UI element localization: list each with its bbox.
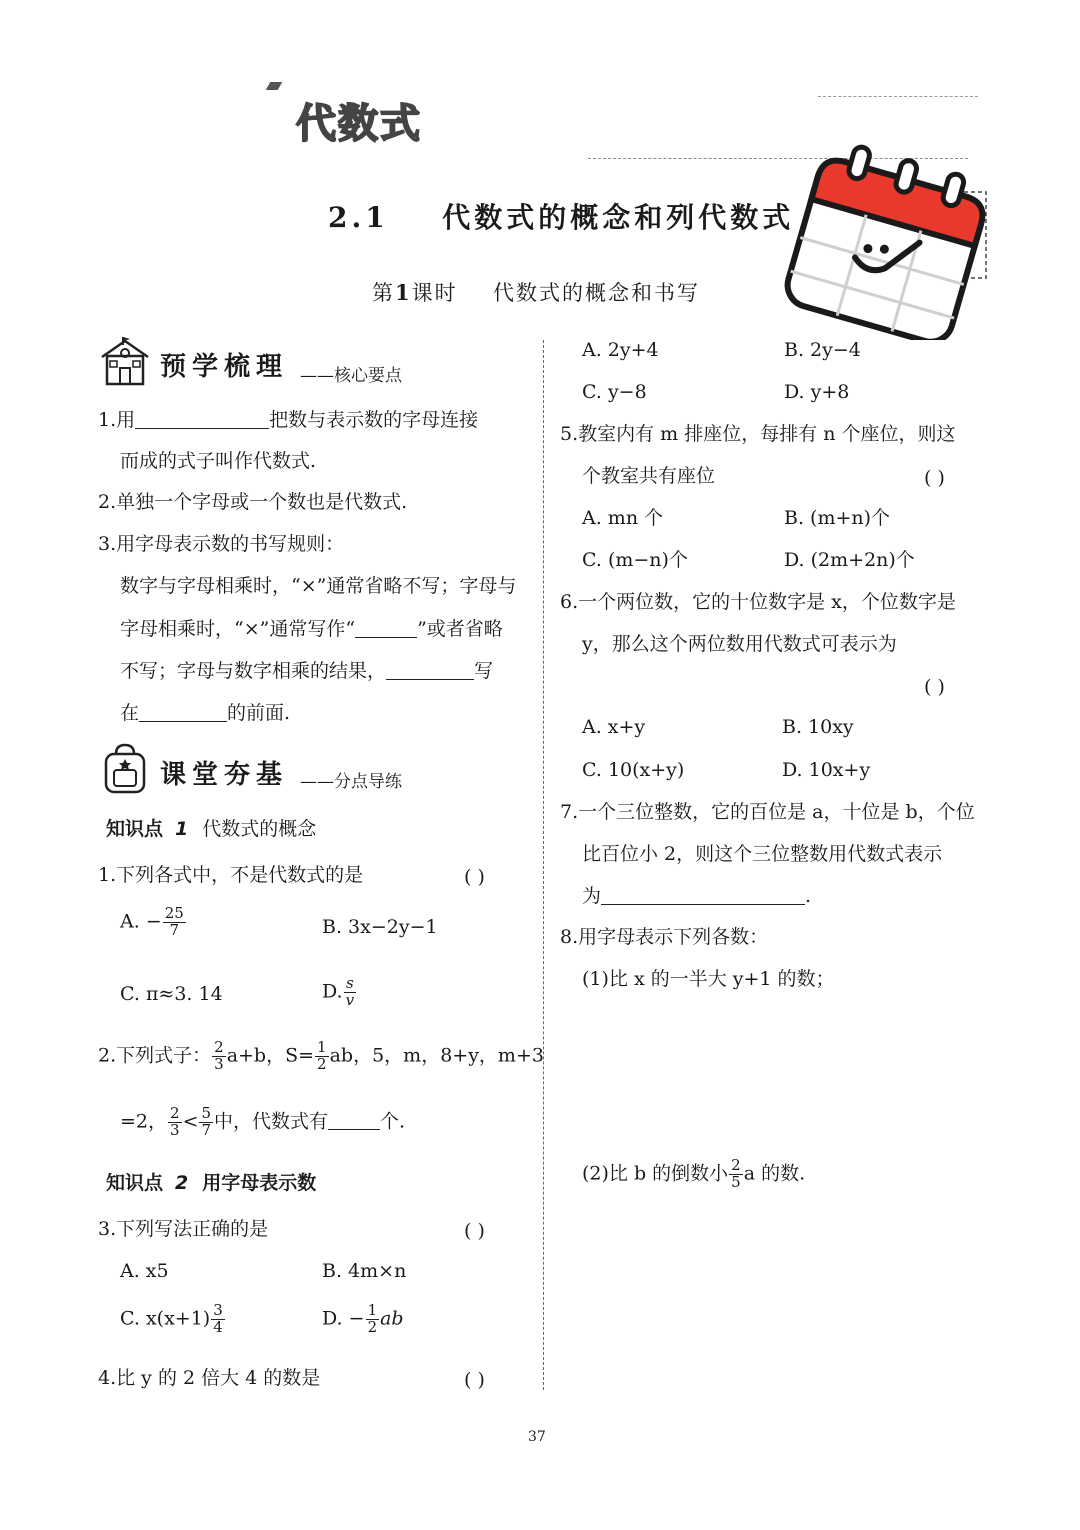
- q2-answer-blank[interactable]: [328, 1111, 380, 1130]
- q4-option-c[interactable]: C. y−8: [582, 381, 647, 403]
- school-icon: [98, 335, 152, 387]
- question-2-line1: 2.下列式子： $\frac{2}{3}$ a+b，S= $\frac{1}{2}$ ab，5，m，8+y，m+3: [98, 1038, 544, 1073]
- question-7-line2: 比百位小 2，则这个三位整数用代数式表示: [582, 843, 943, 865]
- knowledge-point-1: 知识点 1 代数式的概念: [106, 818, 317, 840]
- q6-option-d[interactable]: D. 10x+y: [782, 759, 871, 781]
- question-4-stem: 4.比 y 的 2 倍大 4 的数是: [98, 1367, 321, 1389]
- question-8-part-2: (2)比 b 的倒数小 $\frac{2}{5}$ a 的数.: [582, 1156, 806, 1191]
- q1-option-d[interactable]: D. $\frac{s}{v}$: [322, 974, 355, 1009]
- backpack-icon: [98, 742, 152, 796]
- preview-item-1: 1.用 把数与表示数的字母连接: [98, 409, 479, 431]
- question-6-line1: 6.一个两位数，它的十位数字是 x，个位数字是: [560, 591, 956, 613]
- preview-heading: 预学梳理: [160, 352, 289, 382]
- question-5-line1: 5.教室内有 m 排座位，每排有 n 个座位，则这: [560, 423, 956, 445]
- question-3-stem: 3.下列写法正确的是: [98, 1218, 269, 1240]
- question-8-part-1: (1)比 x 的一半大 y+1 的数；: [582, 968, 835, 990]
- q4-option-a[interactable]: A. 2y+4: [582, 339, 659, 361]
- calendar-icon: [770, 140, 1000, 340]
- classroom-subheading: ——分点导练: [300, 772, 402, 792]
- q5-option-d[interactable]: D. (2m+2n)个: [784, 549, 915, 571]
- page-number: 37: [528, 1429, 546, 1445]
- knowledge-point-2: 知识点 2 用字母表示数: [106, 1172, 317, 1194]
- preview-item-3c: 字母相乘时，“×”通常写作“ ”或者省略: [120, 618, 503, 640]
- section-number: 2.1: [328, 201, 389, 234]
- q4-option-d[interactable]: D. y+8: [784, 381, 850, 403]
- q7-answer-blank[interactable]: [601, 886, 805, 905]
- q1-option-c[interactable]: C. π≈3. 14: [120, 983, 223, 1005]
- question-3-answer-paren[interactable]: ( ): [464, 1220, 485, 1242]
- q5-option-c[interactable]: C. (m−n)个: [582, 549, 688, 571]
- q5-option-b[interactable]: B. (m+n)个: [784, 507, 891, 529]
- preview-item-3b: 数字与字母相乘时，“×”通常省略不写；字母与: [120, 575, 517, 597]
- lesson-title: 代数式的概念和书写: [493, 281, 700, 305]
- classroom-heading: 课堂夯基: [160, 760, 289, 790]
- question-6-line2: y，那么这个两位数用代数式可表示为: [582, 633, 897, 655]
- preview-item-3d: 不写；字母与数字相乘的结果， 写: [120, 660, 494, 682]
- q3-option-b[interactable]: B. 4m×n: [322, 1260, 407, 1282]
- q4-option-b[interactable]: B. 2y−4: [784, 339, 861, 361]
- q3-option-c[interactable]: C. x(x+1) $\frac{3}{4}$: [120, 1301, 223, 1336]
- preview-item-1b: 而成的式子叫作代数式.: [120, 450, 317, 472]
- q3-option-d[interactable]: D. − $\frac{1}{2}$ ab: [322, 1301, 404, 1336]
- section-heading: [328, 201, 795, 234]
- preview-item-2: 2.单独一个字母或一个数也是代数式.: [98, 491, 408, 513]
- lesson-heading: 第1课时 代数式的概念和书写: [372, 280, 700, 305]
- question-6-answer-paren[interactable]: ( ): [924, 676, 945, 698]
- preview-item-3: 3.用字母表示数的书写规则：: [98, 533, 345, 555]
- preview-item-3e: 在 的前面.: [120, 702, 291, 724]
- header-dash-right: [818, 96, 978, 97]
- question-5-answer-paren[interactable]: ( ): [924, 467, 945, 489]
- q1-option-a[interactable]: A. − $\frac{25}{7}$: [120, 904, 184, 939]
- preview-subheading: ——核心要点: [300, 366, 402, 386]
- question-5-line2: 个教室共有座位: [582, 465, 716, 487]
- question-1-answer-paren[interactable]: ( ): [464, 866, 485, 888]
- q3-option-a[interactable]: A. x5: [120, 1260, 169, 1282]
- q6-option-c[interactable]: C. 10(x+y): [582, 759, 685, 781]
- q1-option-b[interactable]: B. 3x−2y−1: [322, 916, 438, 938]
- q6-option-b[interactable]: B. 10xy: [782, 716, 854, 738]
- question-7-line1: 7.一个三位整数，它的百位是 a，十位是 b，个位: [560, 801, 975, 823]
- question-8-stem: 8.用字母表示下列各数：: [560, 926, 769, 948]
- section-title: 代数式的概念和列代数式: [442, 201, 795, 234]
- q5-option-a[interactable]: A. mn 个: [582, 507, 664, 529]
- question-2-line2: =2， $\frac{2}{3}$ < $\frac{5}{7}$ 中，代数式有 个.: [120, 1104, 406, 1139]
- question-1-stem: 1.下列各式中，不是代数式的是: [98, 864, 364, 886]
- question-4-answer-paren[interactable]: ( ): [464, 1369, 485, 1391]
- question-7-line3: 为 .: [582, 885, 812, 907]
- corner-mark: [266, 82, 283, 90]
- q6-option-a[interactable]: A. x+y: [582, 716, 646, 738]
- chapter-title: 代数式: [296, 101, 422, 147]
- column-divider: [543, 340, 544, 1390]
